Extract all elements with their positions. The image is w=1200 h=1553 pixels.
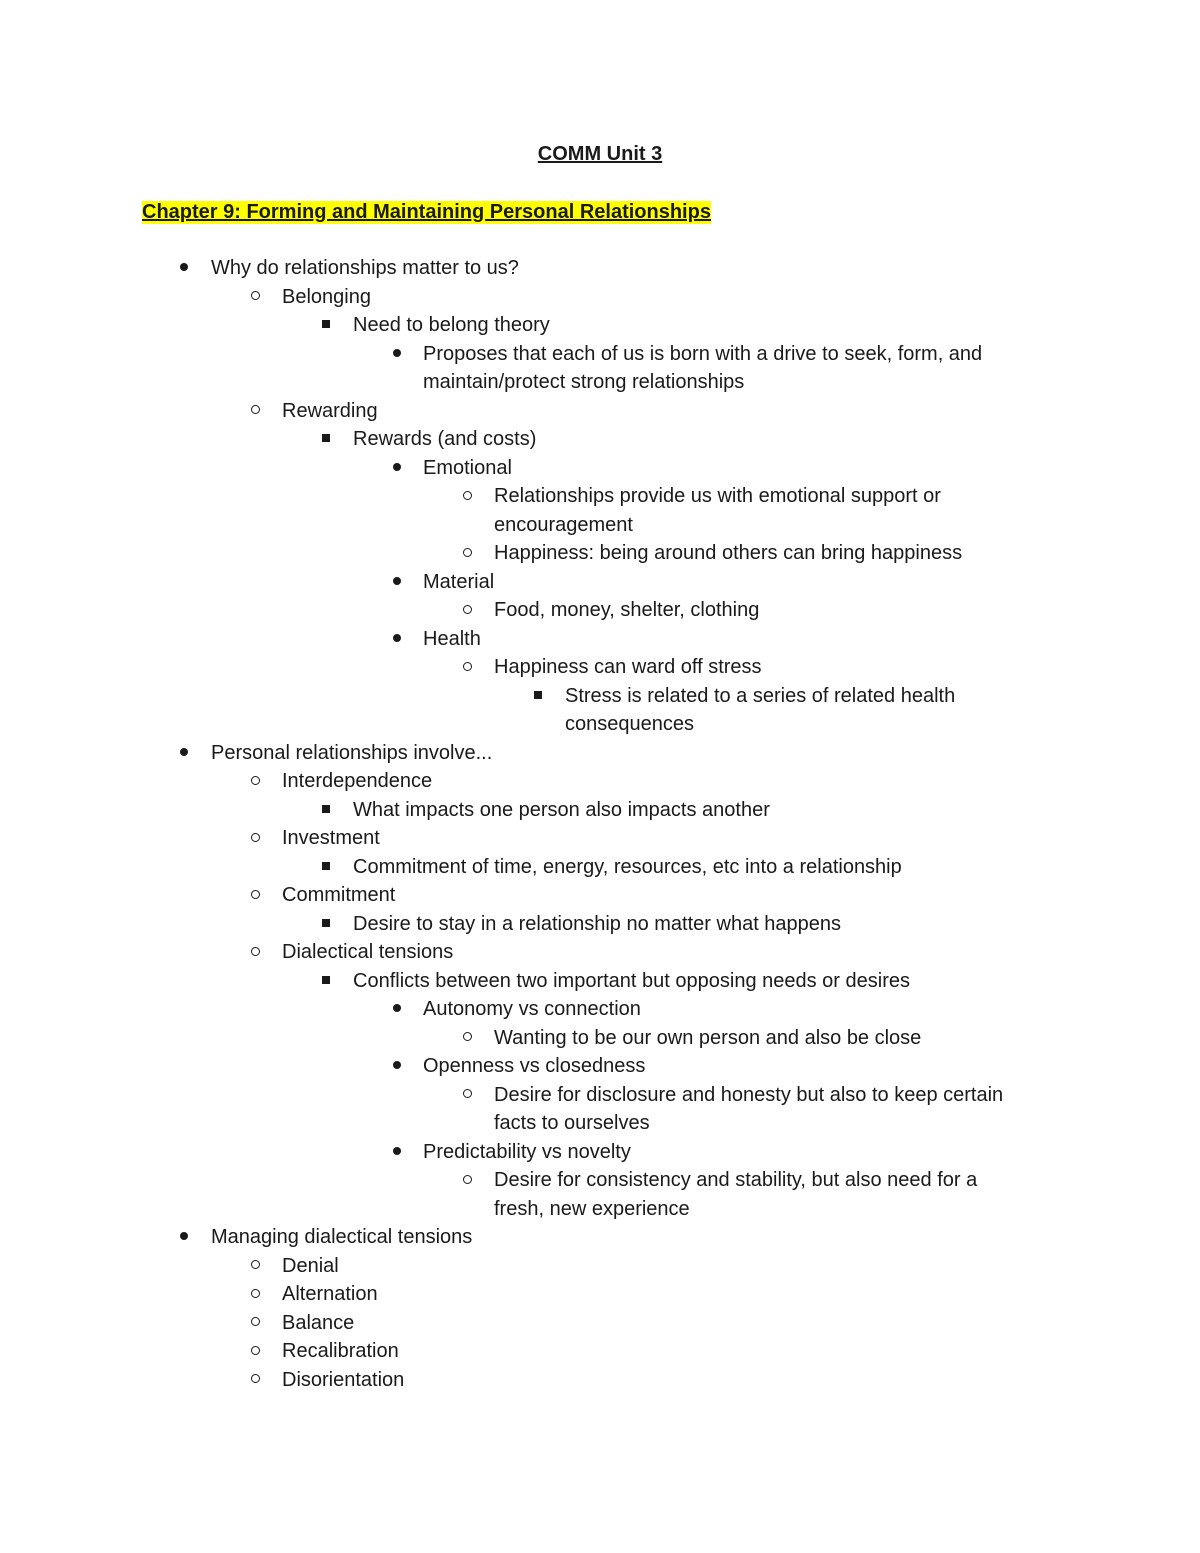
list-item	[0, 1052, 1200, 1081]
list-item-continuation	[0, 368, 1200, 397]
list-item	[0, 311, 1200, 340]
list-item-text: Proposes that each of us is born with a drive to seek, form, and	[423, 342, 983, 365]
hollow-circle-bullet-icon	[457, 596, 477, 625]
list-item-text: Openness vs closedness	[423, 1055, 646, 1077]
list-item-text: facts to ourselves	[494, 1112, 650, 1134]
filled-circle-bullet-icon	[174, 1223, 194, 1252]
list-item	[0, 881, 1200, 910]
filled-circle-bullet-icon	[174, 739, 194, 768]
list-item-text: Happiness can ward off stress	[494, 656, 762, 678]
list-item-text: Relationships provide us with emotional support or	[494, 485, 941, 507]
list-item-text: fresh, new experience	[494, 1197, 690, 1220]
list-item-text: Interdependence	[282, 770, 433, 792]
list-item-text: Predictability vs novelty	[423, 1140, 631, 1163]
hollow-circle-bullet-icon	[245, 938, 265, 967]
list-item-text: Material	[423, 570, 495, 593]
hollow-circle-bullet-icon	[245, 1252, 265, 1281]
list-item	[0, 910, 1200, 939]
list-item	[0, 995, 1200, 1024]
list-item	[0, 767, 1200, 796]
hollow-circle-bullet-icon	[245, 397, 265, 426]
hollow-circle-bullet-icon	[245, 1337, 265, 1366]
list-item-text: Stress is related to a series of related health	[565, 684, 956, 707]
list-item-continuation	[0, 710, 1200, 739]
list-item	[0, 482, 1200, 511]
hollow-circle-bullet-icon	[245, 824, 265, 853]
hollow-circle-bullet-icon	[457, 539, 477, 568]
list-item-text: Recalibration	[282, 1340, 399, 1362]
list-item-text: Investment	[282, 827, 380, 849]
filled-circle-bullet-icon	[387, 995, 407, 1024]
hollow-circle-bullet-icon	[245, 1366, 265, 1395]
list-item-text: Health	[423, 627, 481, 650]
list-item-text: Happiness: being around others can bring happiness	[494, 542, 963, 564]
list-item-text: Rewarding	[282, 399, 378, 422]
list-item	[0, 967, 1200, 996]
filled-circle-bullet-icon	[174, 254, 194, 283]
filled-square-bullet-icon	[316, 425, 336, 454]
filled-circle-bullet-icon	[387, 1138, 407, 1167]
filled-square-bullet-icon	[528, 682, 548, 711]
list-item	[0, 824, 1200, 853]
list-item-text: maintain/protect strong relationships	[423, 371, 745, 393]
list-item	[0, 568, 1200, 597]
hollow-circle-bullet-icon	[245, 881, 265, 910]
list-item	[0, 1252, 1200, 1281]
list-item	[0, 682, 1200, 711]
list-item-text: Alternation	[282, 1283, 378, 1305]
list-item-text: What impacts one person also impacts another	[353, 798, 770, 821]
list-item	[0, 454, 1200, 483]
list-item-continuation	[0, 1109, 1200, 1138]
list-item-text: Autonomy vs connection	[423, 998, 641, 1020]
chapter-heading	[142, 198, 711, 226]
bullet-outline	[0, 254, 1200, 1394]
list-item	[0, 625, 1200, 654]
hollow-circle-bullet-icon	[245, 1280, 265, 1309]
list-item-text: Dialectical tensions	[282, 941, 454, 963]
list-item	[0, 1223, 1200, 1252]
list-item	[0, 1337, 1200, 1366]
list-item-text: encouragement	[494, 513, 633, 536]
list-item-text: Food, money, shelter, clothing	[494, 599, 760, 621]
chapter-heading-highlight: Chapter 9: Forming and Maintaining Personal Relationships	[142, 201, 711, 223]
list-item-text: consequences	[565, 713, 694, 735]
list-item-text: Desire to stay in a relationship no matter what happens	[353, 912, 842, 935]
list-item-text: Wanting to be our own person and also be close	[494, 1026, 922, 1049]
filled-circle-bullet-icon	[387, 625, 407, 654]
list-item	[0, 853, 1200, 882]
list-item	[0, 397, 1200, 426]
filled-square-bullet-icon	[316, 967, 336, 996]
hollow-circle-bullet-icon	[245, 1309, 265, 1338]
hollow-circle-bullet-icon	[457, 482, 477, 511]
hollow-circle-bullet-icon	[457, 1081, 477, 1110]
list-item-text: Need to belong theory	[353, 314, 550, 336]
list-item-text: Commitment	[282, 884, 396, 906]
document-title: COMM Unit 3	[537, 143, 663, 165]
list-item-text: Balance	[282, 1311, 355, 1334]
hollow-circle-bullet-icon	[457, 1024, 477, 1053]
list-item-text: Managing dialectical tensions	[211, 1226, 473, 1248]
list-item	[0, 1081, 1200, 1110]
list-item	[0, 938, 1200, 967]
filled-square-bullet-icon	[316, 853, 336, 882]
list-item-text: Belonging	[282, 285, 371, 308]
list-item-text: Rewards (and costs)	[353, 428, 537, 450]
list-item	[0, 539, 1200, 568]
list-item	[0, 1309, 1200, 1338]
filled-square-bullet-icon	[316, 910, 336, 939]
list-item	[0, 1138, 1200, 1167]
hollow-circle-bullet-icon	[245, 283, 265, 312]
list-item	[0, 1366, 1200, 1395]
filled-circle-bullet-icon	[387, 568, 407, 597]
list-item	[0, 254, 1200, 283]
list-item	[0, 596, 1200, 625]
hollow-circle-bullet-icon	[457, 653, 477, 682]
hollow-circle-bullet-icon	[457, 1166, 477, 1195]
list-item	[0, 340, 1200, 369]
list-item-text: Emotional	[423, 456, 512, 479]
list-item	[0, 796, 1200, 825]
list-item-continuation	[0, 1195, 1200, 1224]
list-item-text: Why do relationships matter to us?	[211, 257, 519, 279]
list-item-text: Conflicts between two important but opposing needs or desires	[353, 969, 910, 992]
list-item	[0, 1280, 1200, 1309]
list-item-text: Desire for consistency and stability, but also need for a	[494, 1169, 978, 1191]
filled-circle-bullet-icon	[387, 1052, 407, 1081]
list-item	[0, 283, 1200, 312]
filled-square-bullet-icon	[316, 311, 336, 340]
list-item	[0, 1024, 1200, 1053]
list-item-continuation	[0, 511, 1200, 540]
hollow-circle-bullet-icon	[245, 767, 265, 796]
list-item-text: Personal relationships involve...	[211, 741, 493, 764]
list-item	[0, 425, 1200, 454]
list-item-text: Disorientation	[282, 1368, 405, 1391]
list-item-text: Desire for disclosure and honesty but also to keep certain	[494, 1083, 1004, 1106]
list-item-text: Denial	[282, 1254, 339, 1277]
filled-square-bullet-icon	[316, 796, 336, 825]
list-item-text: Commitment of time, energy, resources, etc into a relationship	[353, 855, 902, 878]
filled-circle-bullet-icon	[387, 454, 407, 483]
filled-circle-bullet-icon	[387, 340, 407, 369]
list-item	[0, 653, 1200, 682]
list-item	[0, 739, 1200, 768]
list-item	[0, 1166, 1200, 1195]
